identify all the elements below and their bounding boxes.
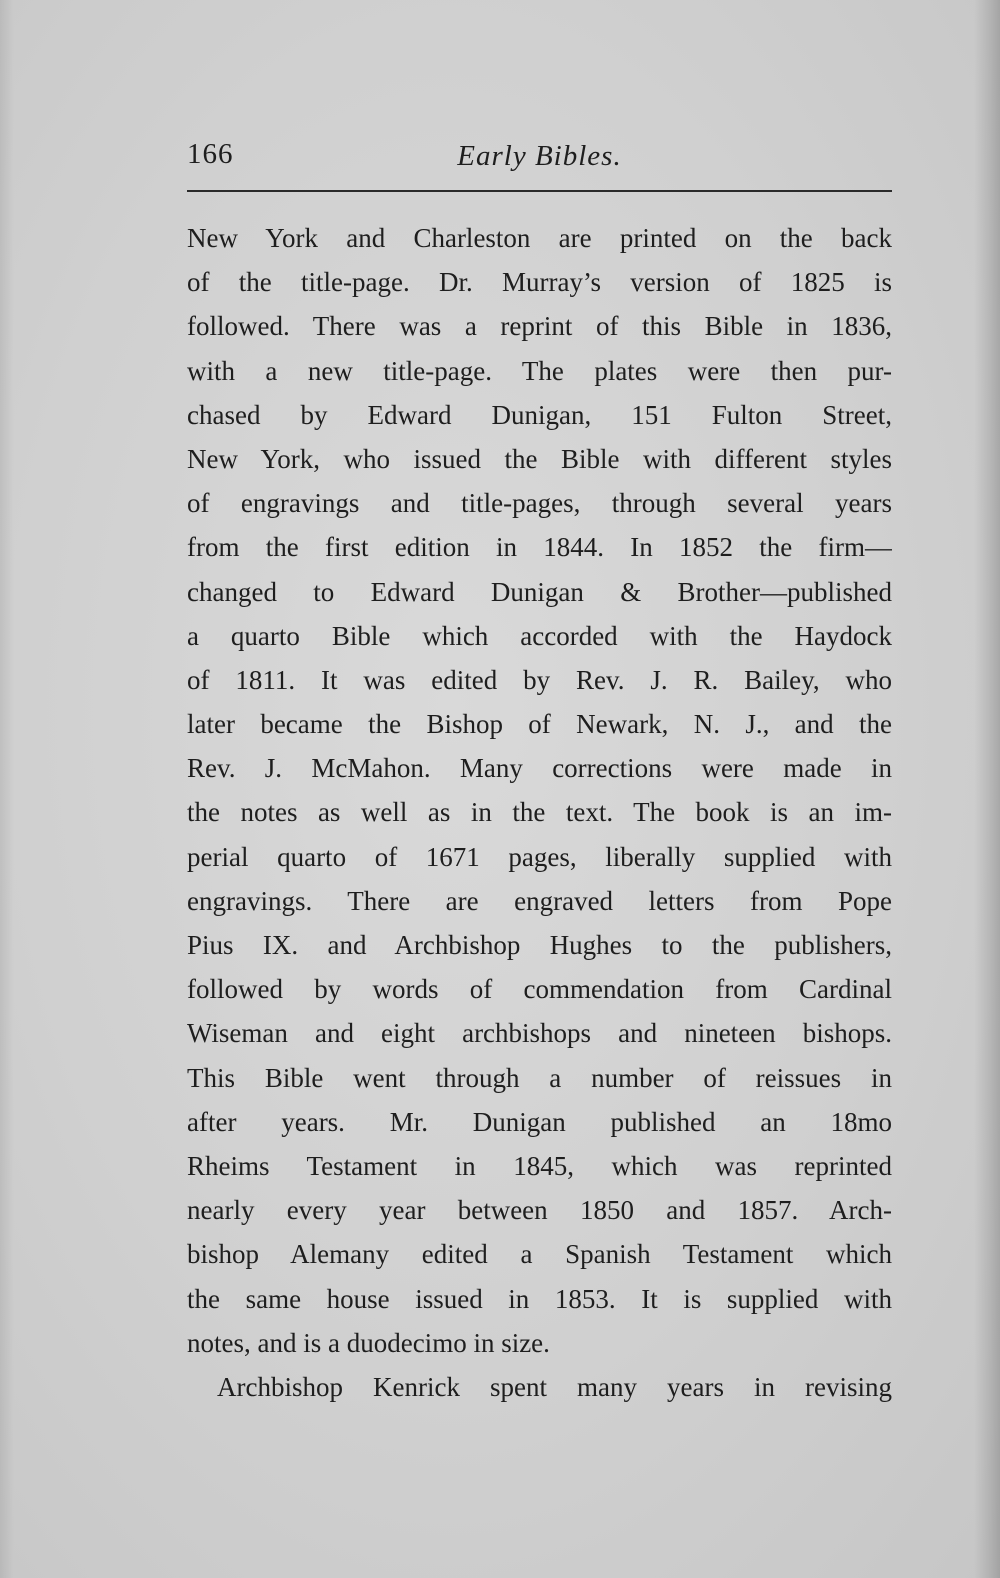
header-rule	[187, 190, 892, 192]
text-line: Pius IX. and Archbishop Hughes to the publishers,	[187, 930, 892, 960]
text-line: followed by words of commendation from Cardinal	[187, 974, 892, 1005]
text-line: with a new title-page. The plates were then pur-	[187, 355, 892, 386]
text-line: the same house issued in 1853. It is supplied with	[187, 1283, 892, 1314]
text-line: from the first edition in 1844. In 1852 the firm—	[187, 532, 892, 563]
text-line: a quarto Bible which accorded with the Haydock	[187, 620, 892, 651]
text-line: notes, and is a duodecimo in size.	[187, 1327, 550, 1358]
text-line: chased by Edward Dunigan, 151 Fulton Street,	[187, 399, 892, 430]
text-line: later became the Bishop of Newark, N. J., and the	[187, 709, 892, 740]
text-line: engravings. There are engraved letters from Pope	[187, 885, 892, 916]
running-title: Early Bibles.	[457, 140, 622, 172]
text-line: perial quarto of 1671 pages, liberally supplied with	[187, 841, 892, 872]
text-line: after years. Mr. Dunigan published an 18mo	[187, 1106, 892, 1137]
text-line: changed to Edward Dunigan & Brother—published	[187, 576, 892, 607]
text-line: of the title-page. Dr. Murray’s version of 1825 is	[187, 267, 892, 298]
text-line: bishop Alemany edited a Spanish Testament which	[187, 1239, 892, 1270]
page-number: 166	[187, 138, 234, 170]
text-line: Rheims Testament in 1845, which was reprinted	[187, 1150, 892, 1181]
text-line: This Bible went through a number of reissues in	[187, 1062, 892, 1093]
paragraph-start-line: Archbishop Kenrick spent many years in revising	[217, 1371, 892, 1402]
text-line: New York and Charleston are printed on the back	[187, 223, 892, 253]
text-line: Wiseman and eight archbishops and nineteen bishops.	[187, 1018, 892, 1049]
text-line: of engravings and title-pages, through several years	[187, 488, 892, 519]
body-text	[187, 216, 892, 1409]
text-line: of 1811. It was edited by Rev. J. R. Bailey, who	[187, 664, 892, 695]
text-line: Rev. J. McMahon. Many corrections were made in	[187, 753, 892, 784]
text-line: nearly every year between 1850 and 1857. Arch-	[187, 1195, 892, 1226]
text-line: the notes as well as in the text. The book is an im-	[187, 797, 892, 828]
page-gutter-shadow	[0, 0, 14, 1578]
running-header	[187, 128, 892, 178]
page-edge-shadow	[974, 0, 1000, 1578]
text-line: New York, who issued the Bible with different styles	[187, 443, 892, 474]
text-line: followed. There was a reprint of this Bible in 1836,	[187, 311, 892, 342]
